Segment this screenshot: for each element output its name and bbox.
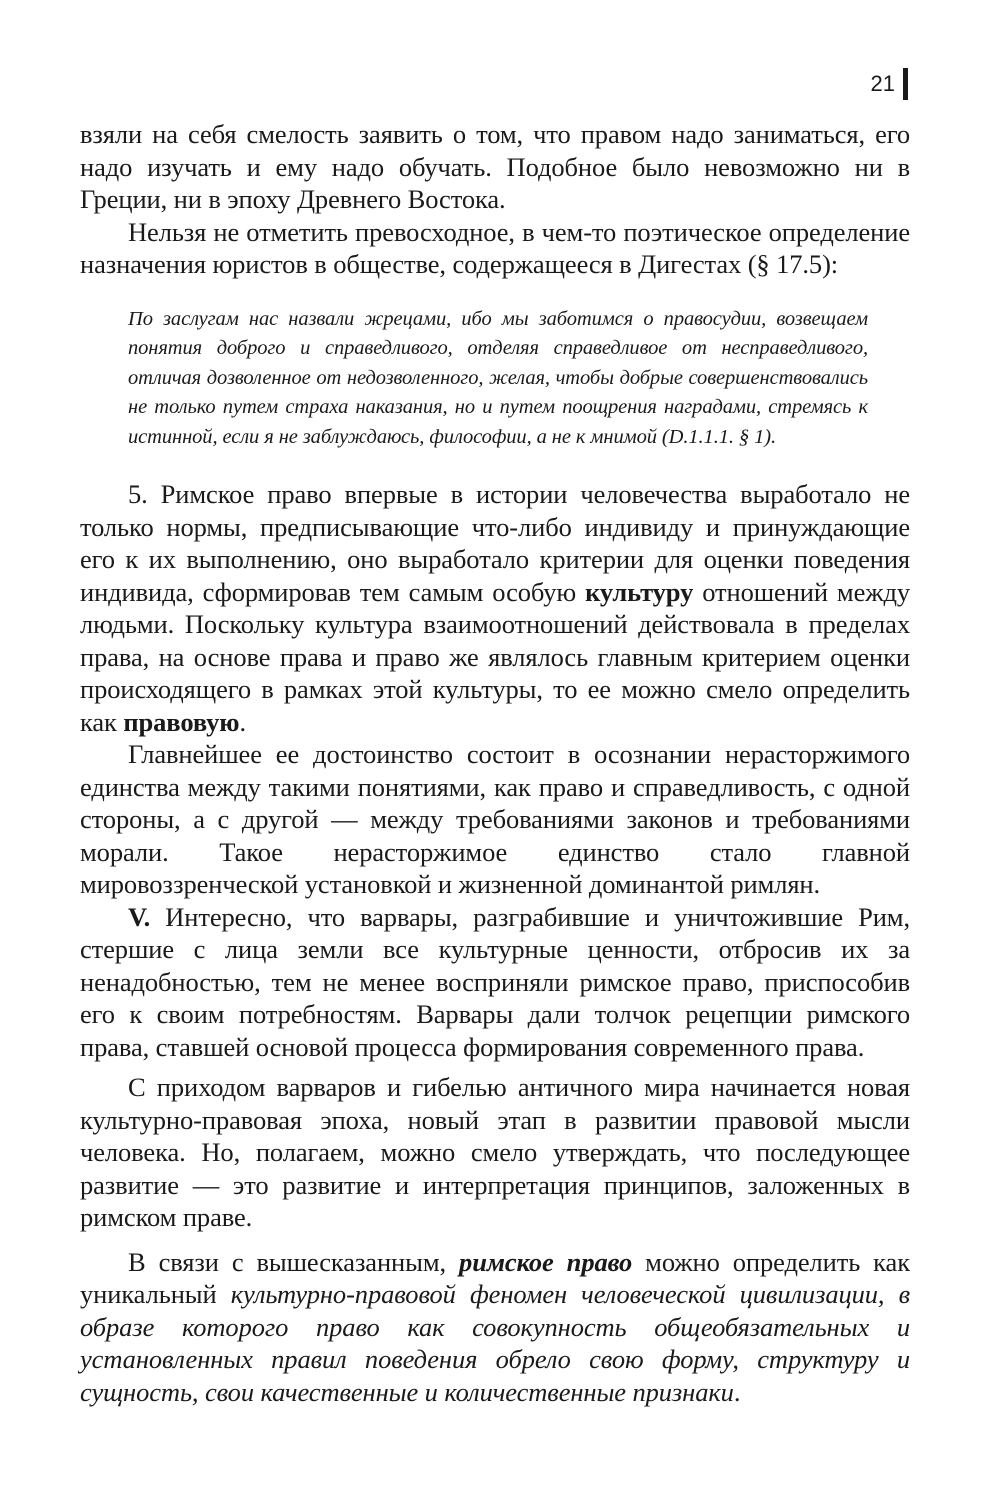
p7-definition: культурно-правовой феномен человеческой цивилизации, в образе которого право как совокупность общеобязательных и установленных правил поведения обрело свою форму, структуру и сущность, свои качественные и количественные признаки: [80, 1279, 910, 1407]
page-content: [80, 118, 910, 1408]
paragraph-5: [80, 901, 910, 1064]
p7-text-1: В связи с вышесказанным,: [128, 1246, 460, 1277]
p5-text: Интересно, что варвары, разграбившие и уничтожившие Рим, стершие с лица земли все культурные ценности, отбросив их за ненадобностью, тем не менее восприняли римское право, приспособив его к своим потребностям. Варвары дали толчок рецепции римского права, ставшей основой процесса формирования современного права.: [80, 901, 910, 1062]
p3-bold-legal: правовую: [123, 706, 240, 737]
p7-end: .: [733, 1376, 741, 1407]
digest-quote: [128, 305, 868, 453]
p5-section-marker: V.: [128, 901, 151, 932]
page-number-text: 21: [870, 71, 895, 96]
p7-roman-law: римское право: [459, 1246, 633, 1277]
p7-text-2: можно определить как уникальный: [80, 1246, 910, 1309]
p3-text-1: 5. Римское право впервые в истории человечества выработало не только нормы, предписывающие что-либо индивиду и принуждающие его к их выполнению, оно выработало критерии для оценки поведения индивида, сформировав тем самым особую: [80, 479, 910, 607]
paragraph-3: [80, 478, 910, 738]
p3-text-2: отношений между людьми. Поскольку культура взаимоотношений действовала в пределах права, на основе права и право же являлось главным критерием оценки происходящего в рамках этой культуры, то ее можно смело определить как: [80, 576, 910, 737]
page-number: [871, 68, 908, 100]
page-number-bar: [903, 68, 908, 100]
p3-bold-culture: культуру: [585, 576, 694, 607]
paragraph-7: [80, 1246, 910, 1409]
p3-text-3: .: [239, 706, 246, 737]
paragraph-1: взяли на себя смелость заявить о том, что правом надо заниматься, его надо изучать и ему надо обучать. Подобное было невозможно ни в Греции, ни в эпоху Древнего Востока.: [80, 119, 910, 214]
paragraph-2: Нельзя не отметить превосходное, в чем-то поэтическое определение назначения юристов в обществе, содержащееся в Дигестах (§ 17.5):: [80, 216, 910, 279]
paragraph-6: С приходом варваров и гибелью античного мира начинается новая культурно-правовая эпоха, новый этап в развитии правовой мысли человека. Но, полагаем, можно смело утверждать, что последующее развитие — это развитие и интерпретация принципов, заложенных в римском праве.: [80, 1072, 910, 1232]
paragraph-4: Главнейшее ее достоинство состоит в осознании нерасторжимого единства между такими понятиями, как право и справедливость, с одной стороны, а с другой — между требованиями законов и требованиями морали. Такое нерасторжимое единство стало главной мировоззренческой установкой и жизненной доминантой римлян.: [80, 739, 910, 899]
quote-text: По заслугам нас назвали жрецами, ибо мы заботимся о правосудии, возвещаем понятия доброго и справедливого, отделяя справедливое от несправедливого, отличая дозволенное от недозволенного, желая, чтобы добрые совершенствовались не только путем страха наказания, но и путем поощрения наградами, стремясь к истинной, если я не заблуждаюсь, философии, а не к мнимой (D.1.1.1. § 1).: [128, 307, 868, 448]
